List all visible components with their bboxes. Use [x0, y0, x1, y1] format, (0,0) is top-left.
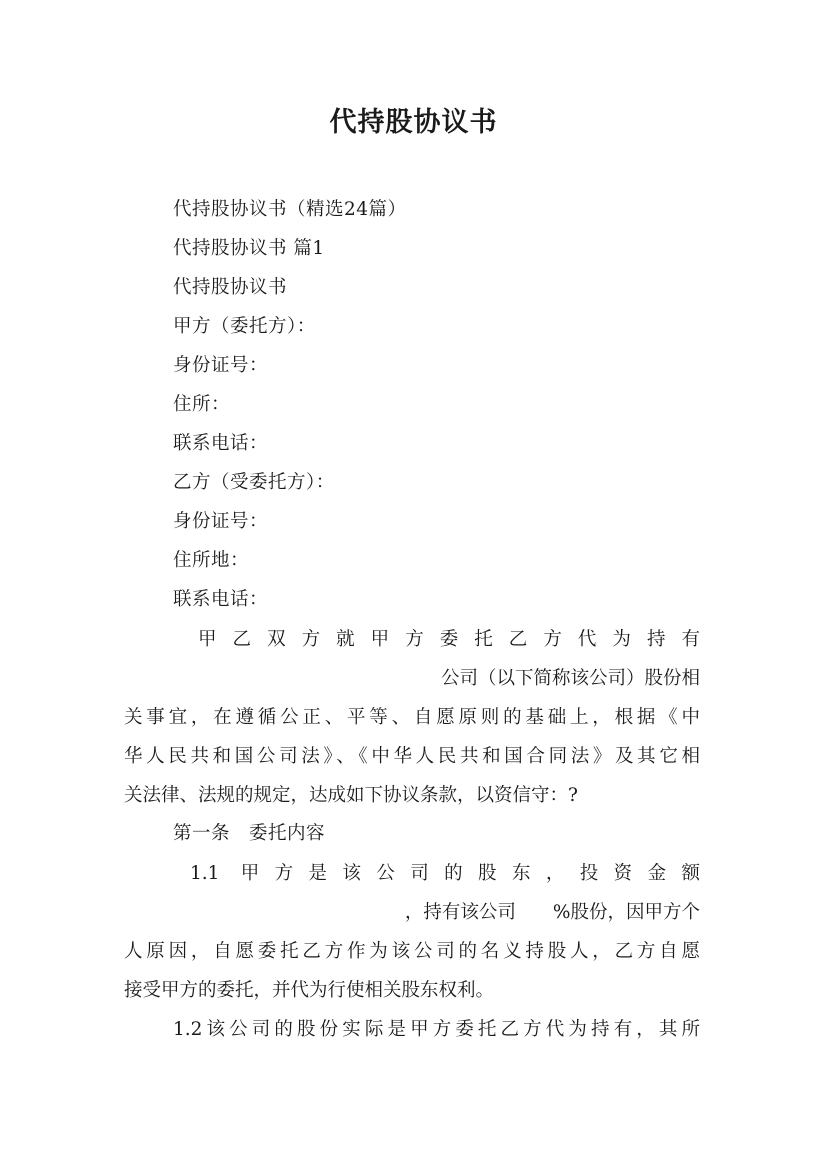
intro-line-4: 华人民共和国公司法》、《中华人民共和国合同法》及其它相 — [124, 746, 700, 767]
clause-1-1-line-3: 人原因，自愿委托乙方作为该公司的名义持股人，乙方自愿 — [124, 941, 700, 962]
agreement-name: 代持股协议书 — [173, 277, 288, 298]
party-a-address-label: 住所： — [173, 394, 231, 415]
intro-line-5: 关法律、法规的规定，达成如下协议条款，以资信守：? — [124, 785, 578, 806]
clause-1-1-line-1: 1.1 甲方是该公司的股东，投资金额 — [190, 863, 700, 884]
subtitle-line: 代持股协议书（精选24篇） — [173, 199, 407, 220]
party-a-label: 甲方（委托方）： — [173, 316, 316, 337]
section-label: 代持股协议书 篇1 — [173, 238, 325, 259]
intro-line-2: 公司（以下简称该公司）股份相 — [440, 668, 700, 689]
clause-1-2-line-1: 1.2该公司的股份实际是甲方委托乙方代为持有，其所 — [173, 1019, 700, 1040]
article-1-heading: 第一条 委托内容 — [173, 823, 326, 844]
party-b-address-label: 住所地： — [173, 550, 250, 571]
clause-1-1-line-2: ，持有该公司 %股份，因甲方个 — [404, 902, 700, 923]
intro-line-1: 甲乙双方就甲方委托乙方代为持有 — [198, 629, 700, 650]
document-title: 代持股协议书 — [329, 107, 498, 138]
party-b-id-label: 身份证号： — [173, 511, 269, 532]
clause-1-1-line-4: 接受甲方的委托，并代为行使相关股东权利。 — [124, 980, 495, 1001]
intro-line-3: 关事宜，在遵循公正、平等、自愿原则的基础上，根据《中 — [124, 707, 700, 728]
party-a-phone-label: 联系电话： — [173, 433, 269, 454]
party-b-phone-label: 联系电话： — [173, 589, 269, 610]
party-b-label: 乙方（受委托方）： — [173, 472, 335, 493]
party-a-id-label: 身份证号： — [173, 355, 269, 376]
